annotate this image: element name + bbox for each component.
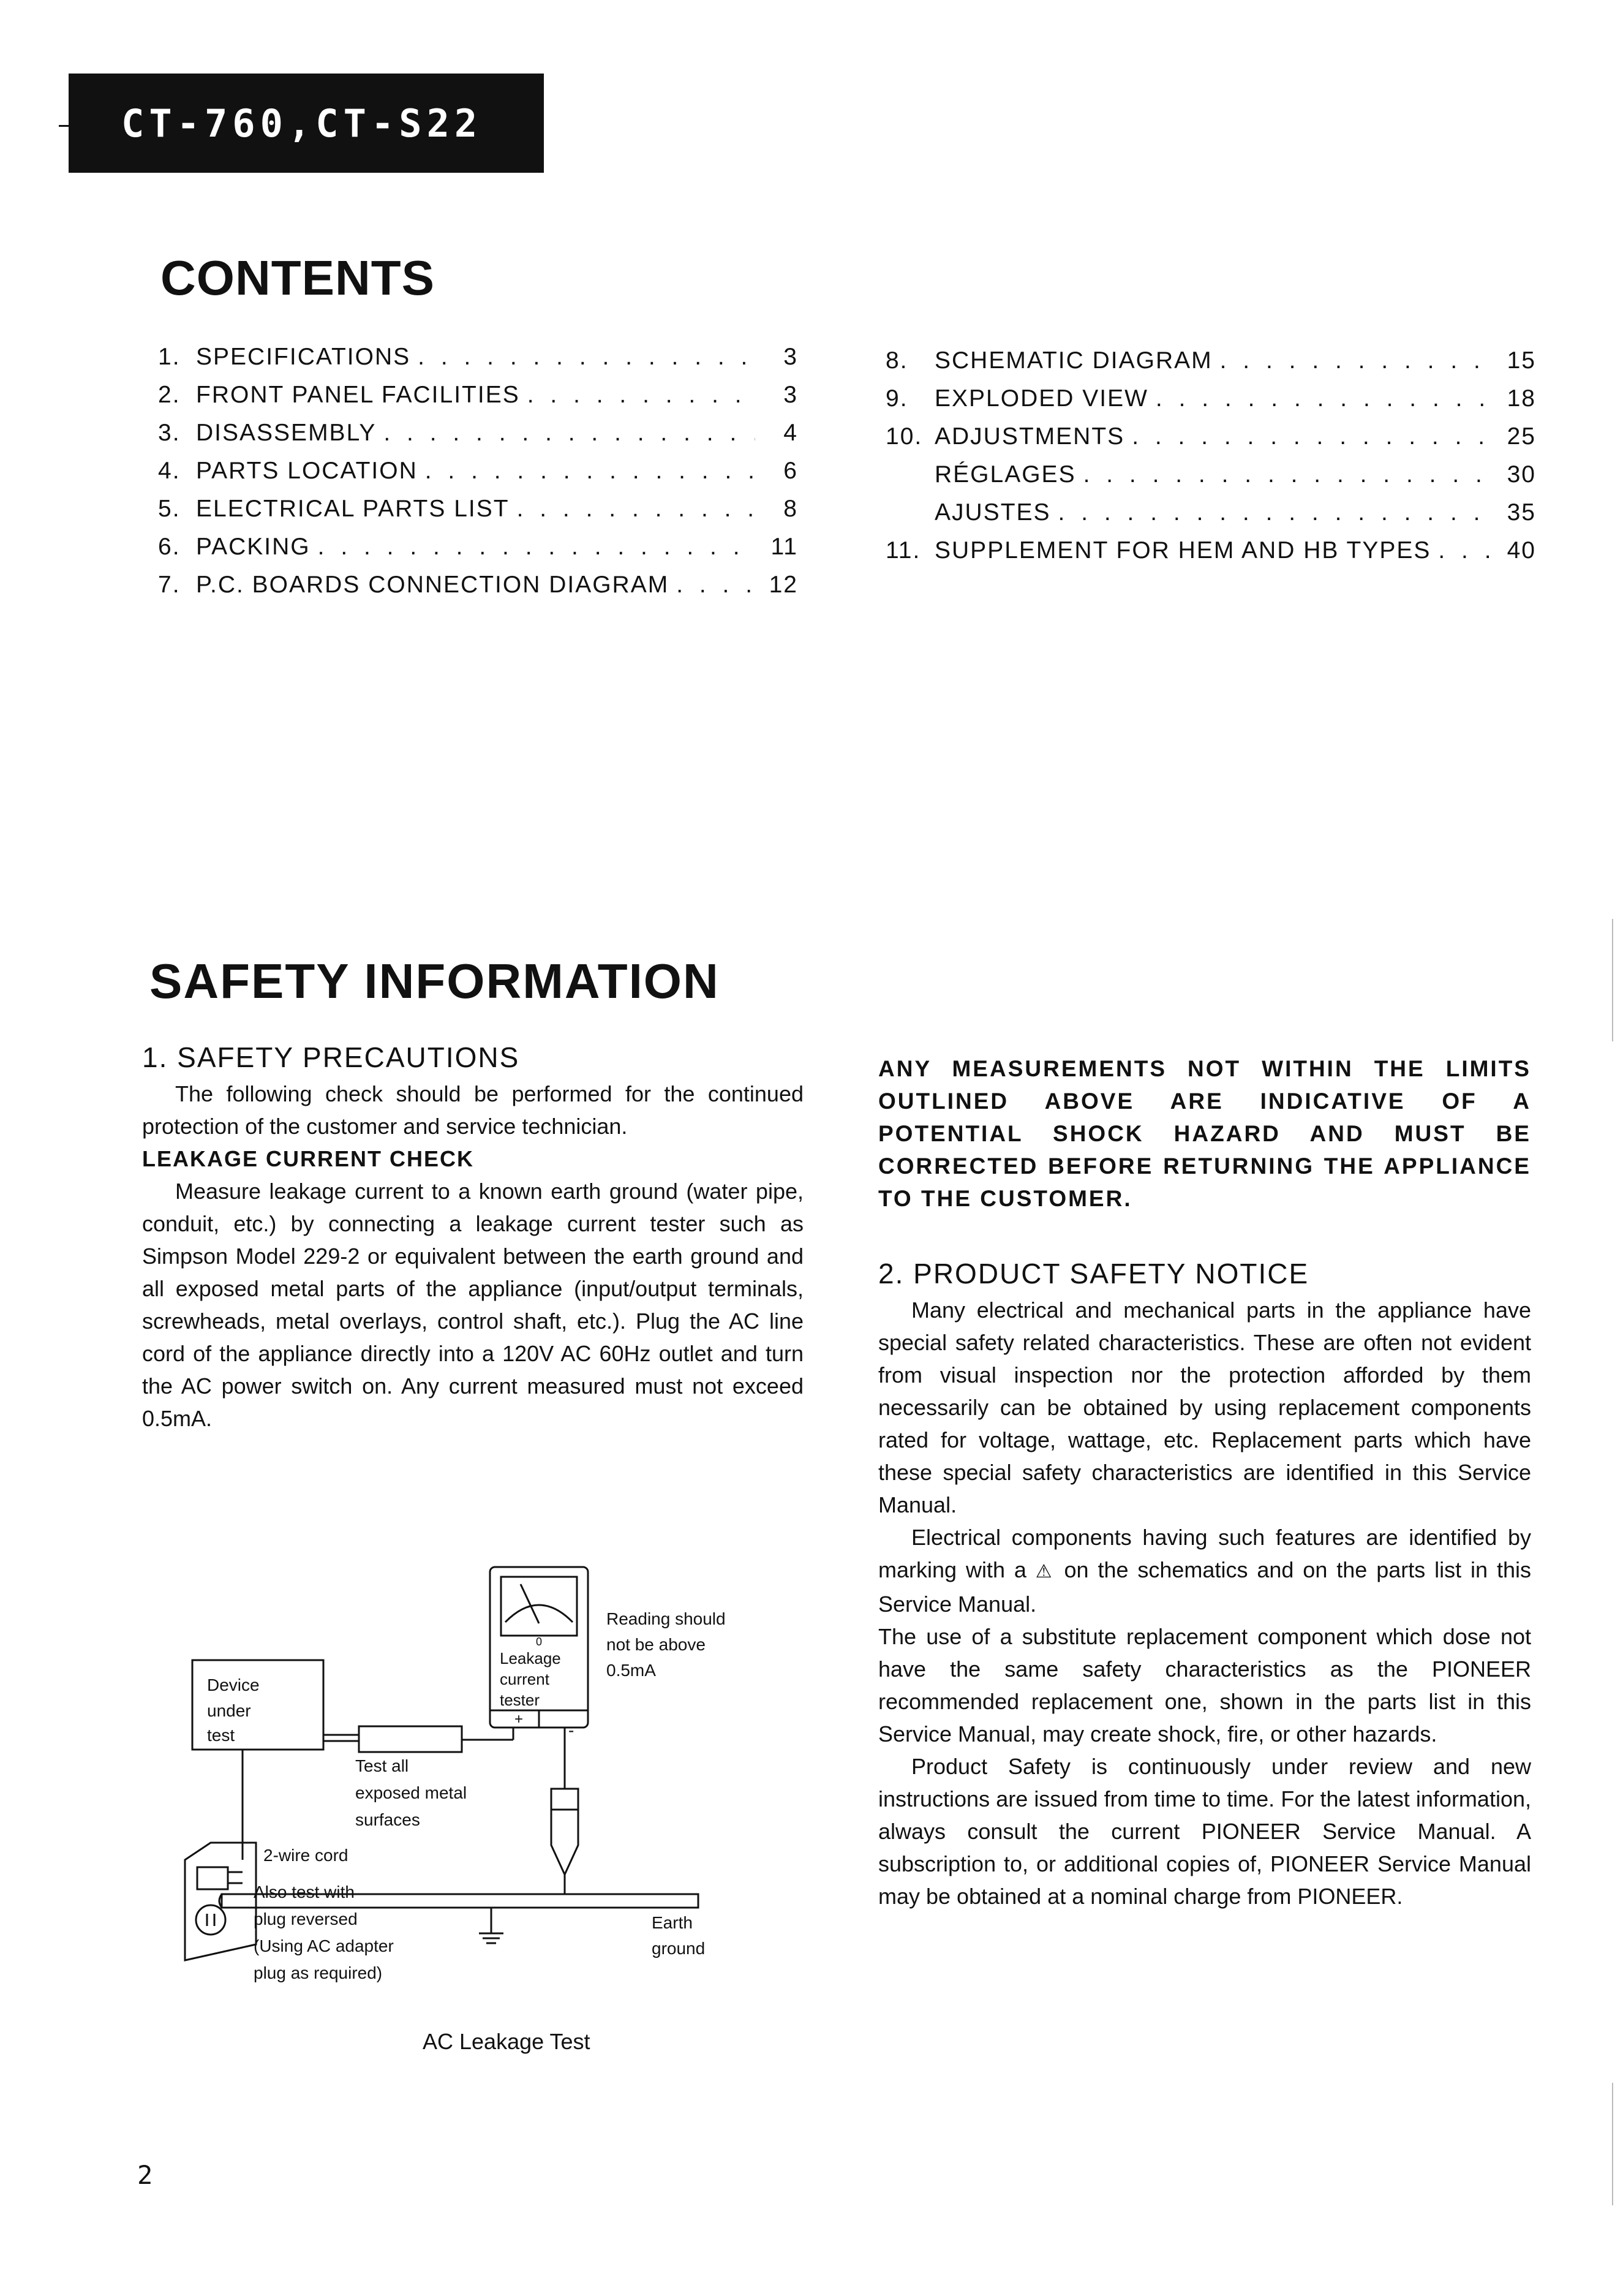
toc-label: FRONT PANEL FACILITIES [196,382,520,408]
toc-label: PARTS LOCATION [196,458,418,484]
warning-triangle-icon: ⚠ [1035,1562,1055,1582]
reading-label-3: 0.5mA [606,1661,656,1680]
meter-scale [505,1605,573,1622]
notice-p1: Many electrical and mechanical parts in the appliance have special safety related characteristics. These are often not evident from visual inspection nor the protection afforded by them necessarily can be obtained by using replacement components rated for voltage, wattage, etc. Replacement parts which have these special safety characteristics are identified in this Service Manual. [878,1297,1531,1517]
toc-label: SUPPLEMENT FOR HEM AND HB TYPES [935,537,1431,564]
toc-item[interactable] [158,452,798,490]
toc-item[interactable] [886,494,1536,532]
scan-edge-mark [1612,919,1613,1041]
tester-label-3: tester [500,1691,540,1709]
toc-page: 8 [783,496,798,522]
probe-box [359,1726,462,1752]
toc-num: 4. [158,458,181,484]
toc-num: 9. [886,385,908,412]
toc-num: 8. [886,347,908,374]
diagram-caption: AC Leakage Test [423,2029,590,2054]
device-label-3: test [207,1726,235,1745]
toc-item[interactable] [886,418,1536,456]
also-label-3: (Using AC adapter [254,1936,394,1955]
toc-label: RÉGLAGES [935,461,1076,488]
toc-dots [1058,494,1493,532]
test-all-label-1: Test all [355,1756,409,1775]
toc-page: 35 [1507,499,1536,526]
toc-label: ELECTRICAL PARTS LIST [196,496,510,522]
device-label-2: under [207,1701,251,1720]
toc-dots [517,490,755,528]
toc-item[interactable] [158,338,798,376]
notice-p3: The use of a substitute replacement component which dose not have the same safety characteristics as the PIONEER recommended replacement one, shown in the parts list in this Service Manual, may create shock, fire, or other hazards. [878,1624,1531,1747]
toc-num: 1. [158,344,181,370]
also-label-4: plug as required) [254,1963,383,1982]
toc-item[interactable] [886,532,1536,570]
device-label-1: Device [207,1675,260,1694]
toc-dots [1438,532,1493,570]
notice-p2-after: on the schematics and on the parts list in this Service Manual. [878,1557,1531,1617]
notice-p2 [878,1521,1531,1620]
toc-page: 3 [783,344,798,370]
safety-right-column [878,1052,1531,1913]
toc-item[interactable] [158,414,798,452]
toc-label: DISASSEMBLY [196,420,377,446]
toc-num: 2. [158,382,181,408]
toc-num: 7. [158,572,181,598]
toc-num: 3. [158,420,181,446]
toc-label: EXPLODED VIEW [935,385,1148,412]
toc-dots [425,452,755,490]
outlet-socket [196,1905,225,1935]
toc-page: 3 [783,382,798,408]
test-all-label-3: surfaces [355,1810,420,1829]
probe-handle [551,1789,578,1810]
toc-label: ADJUSTMENTS [935,423,1125,450]
toc-num: 5. [158,496,181,522]
toc-page: 40 [1507,537,1536,564]
toc-dots [1156,380,1493,418]
toc-item[interactable] [158,528,798,566]
wall-outlet [185,1843,256,1960]
toc-page: 12 [769,572,798,598]
also-label-2: plug reversed [254,1909,358,1928]
leakage-text: Measure leakage current to a known earth ground (water pipe, conduit, etc.) by connecting a leakage current tester such as Simpson Model 229-2 or equivalent between the earth ground and all exposed metal parts of the appliance (input/output terminals, screwheads, metal overlays, control shaft, etc.). Plug the AC line cord of the appliance directly into a 120V AC 60Hz outlet and turn the AC power switch on. Any current measured must not exceed 0.5mA. [142,1179,804,1431]
reading-label-1: Reading should [606,1609,726,1628]
toc-dots [318,528,755,566]
toc-page: 25 [1507,423,1536,450]
toc-page: 15 [1507,347,1536,374]
safety-left-column [142,1041,804,1435]
page-number: 2 [137,2160,153,2190]
scan-edge-mark [1612,2083,1613,2205]
plug [197,1867,228,1889]
toc-item[interactable] [158,490,798,528]
toc-num: 10. [886,423,923,450]
leakage-heading: LEAKAGE CURRENT CHECK [142,1146,475,1171]
ac-leakage-diagram [171,1556,784,1985]
plus-label: + [514,1711,524,1728]
toc-num: 6. [158,534,181,560]
precautions-intro: The following check should be performed for the continued protection of the customer and service technician. [142,1081,804,1139]
warning-text: ANY MEASUREMENTS NOT WITHIN THE LIMITS OUTLINED ABOVE ARE INDICATIVE OF A POTENTIAL SHOCK HAZARD AND MUST BE CORRECTED BEFORE RETURNING THE APPLIANCE TO THE CUSTOMER. [878,1056,1531,1211]
toc-label: AJUSTES [935,499,1051,526]
toc-item[interactable] [158,566,798,604]
toc-dots [676,566,755,604]
toc-item[interactable] [886,456,1536,494]
tester-label-2: current [500,1670,549,1688]
meter-zero-label: 0 [535,1636,543,1648]
toc-label: SCHEMATIC DIAGRAM [935,347,1213,374]
toc-item[interactable] [886,380,1536,418]
toc-page: 4 [783,420,798,446]
test-all-label-2: exposed metal [355,1783,467,1802]
safety-title: SAFETY INFORMATION [149,954,720,1008]
minus-label: - [568,1721,574,1740]
model-banner [69,74,544,173]
reading-label-2: not be above [606,1635,706,1654]
also-label-1: Also test with [254,1882,355,1901]
meter-needle [521,1584,539,1623]
tester-label-1: Leakage [500,1649,561,1667]
toc-page: 30 [1507,461,1536,488]
contents-title: CONTENTS [160,251,435,305]
toc-dots [1132,418,1493,456]
earth-label-2: ground [652,1939,706,1958]
toc-page: 6 [783,458,798,484]
earth-label-1: Earth [652,1913,693,1932]
meter-window [501,1577,577,1636]
toc-dots [383,414,755,452]
toc-dots [527,376,755,414]
toc-label: PACKING [196,534,311,560]
model-title: CT-760,CT-S22 [121,100,483,146]
toc-page: 11 [770,534,798,560]
product-notice-heading: 2. PRODUCT SAFETY NOTICE [878,1258,1309,1290]
toc-page: 18 [1507,385,1536,412]
toc-num: 11. [886,537,921,564]
toc-label: SPECIFICATIONS [196,344,411,370]
toc-dots [418,338,755,376]
probe-tip [551,1810,578,1875]
toc-right-column [886,342,1536,570]
safety-precautions-heading: 1. SAFETY PRECAUTIONS [142,1041,520,1073]
toc-item[interactable] [158,376,798,414]
toc-item[interactable] [886,342,1536,380]
toc-dots [1220,342,1493,380]
toc-label: P.C. BOARDS CONNECTION DIAGRAM [196,572,669,598]
toc-dots [1083,456,1493,494]
notice-p4: Product Safety is continuously under review and new instructions are issued from time to time. For the latest information, always consult the current PIONEER Service Manual. A subscription to, or additional copies of, PIONEER Service Manual may be obtained at a nominal charge from PIONEER. [878,1754,1531,1909]
notice-p2-before: Electrical components having such features are identified by marking with a [878,1525,1531,1582]
toc-left-column [158,338,798,604]
cord-label: 2-wire cord [263,1846,348,1865]
